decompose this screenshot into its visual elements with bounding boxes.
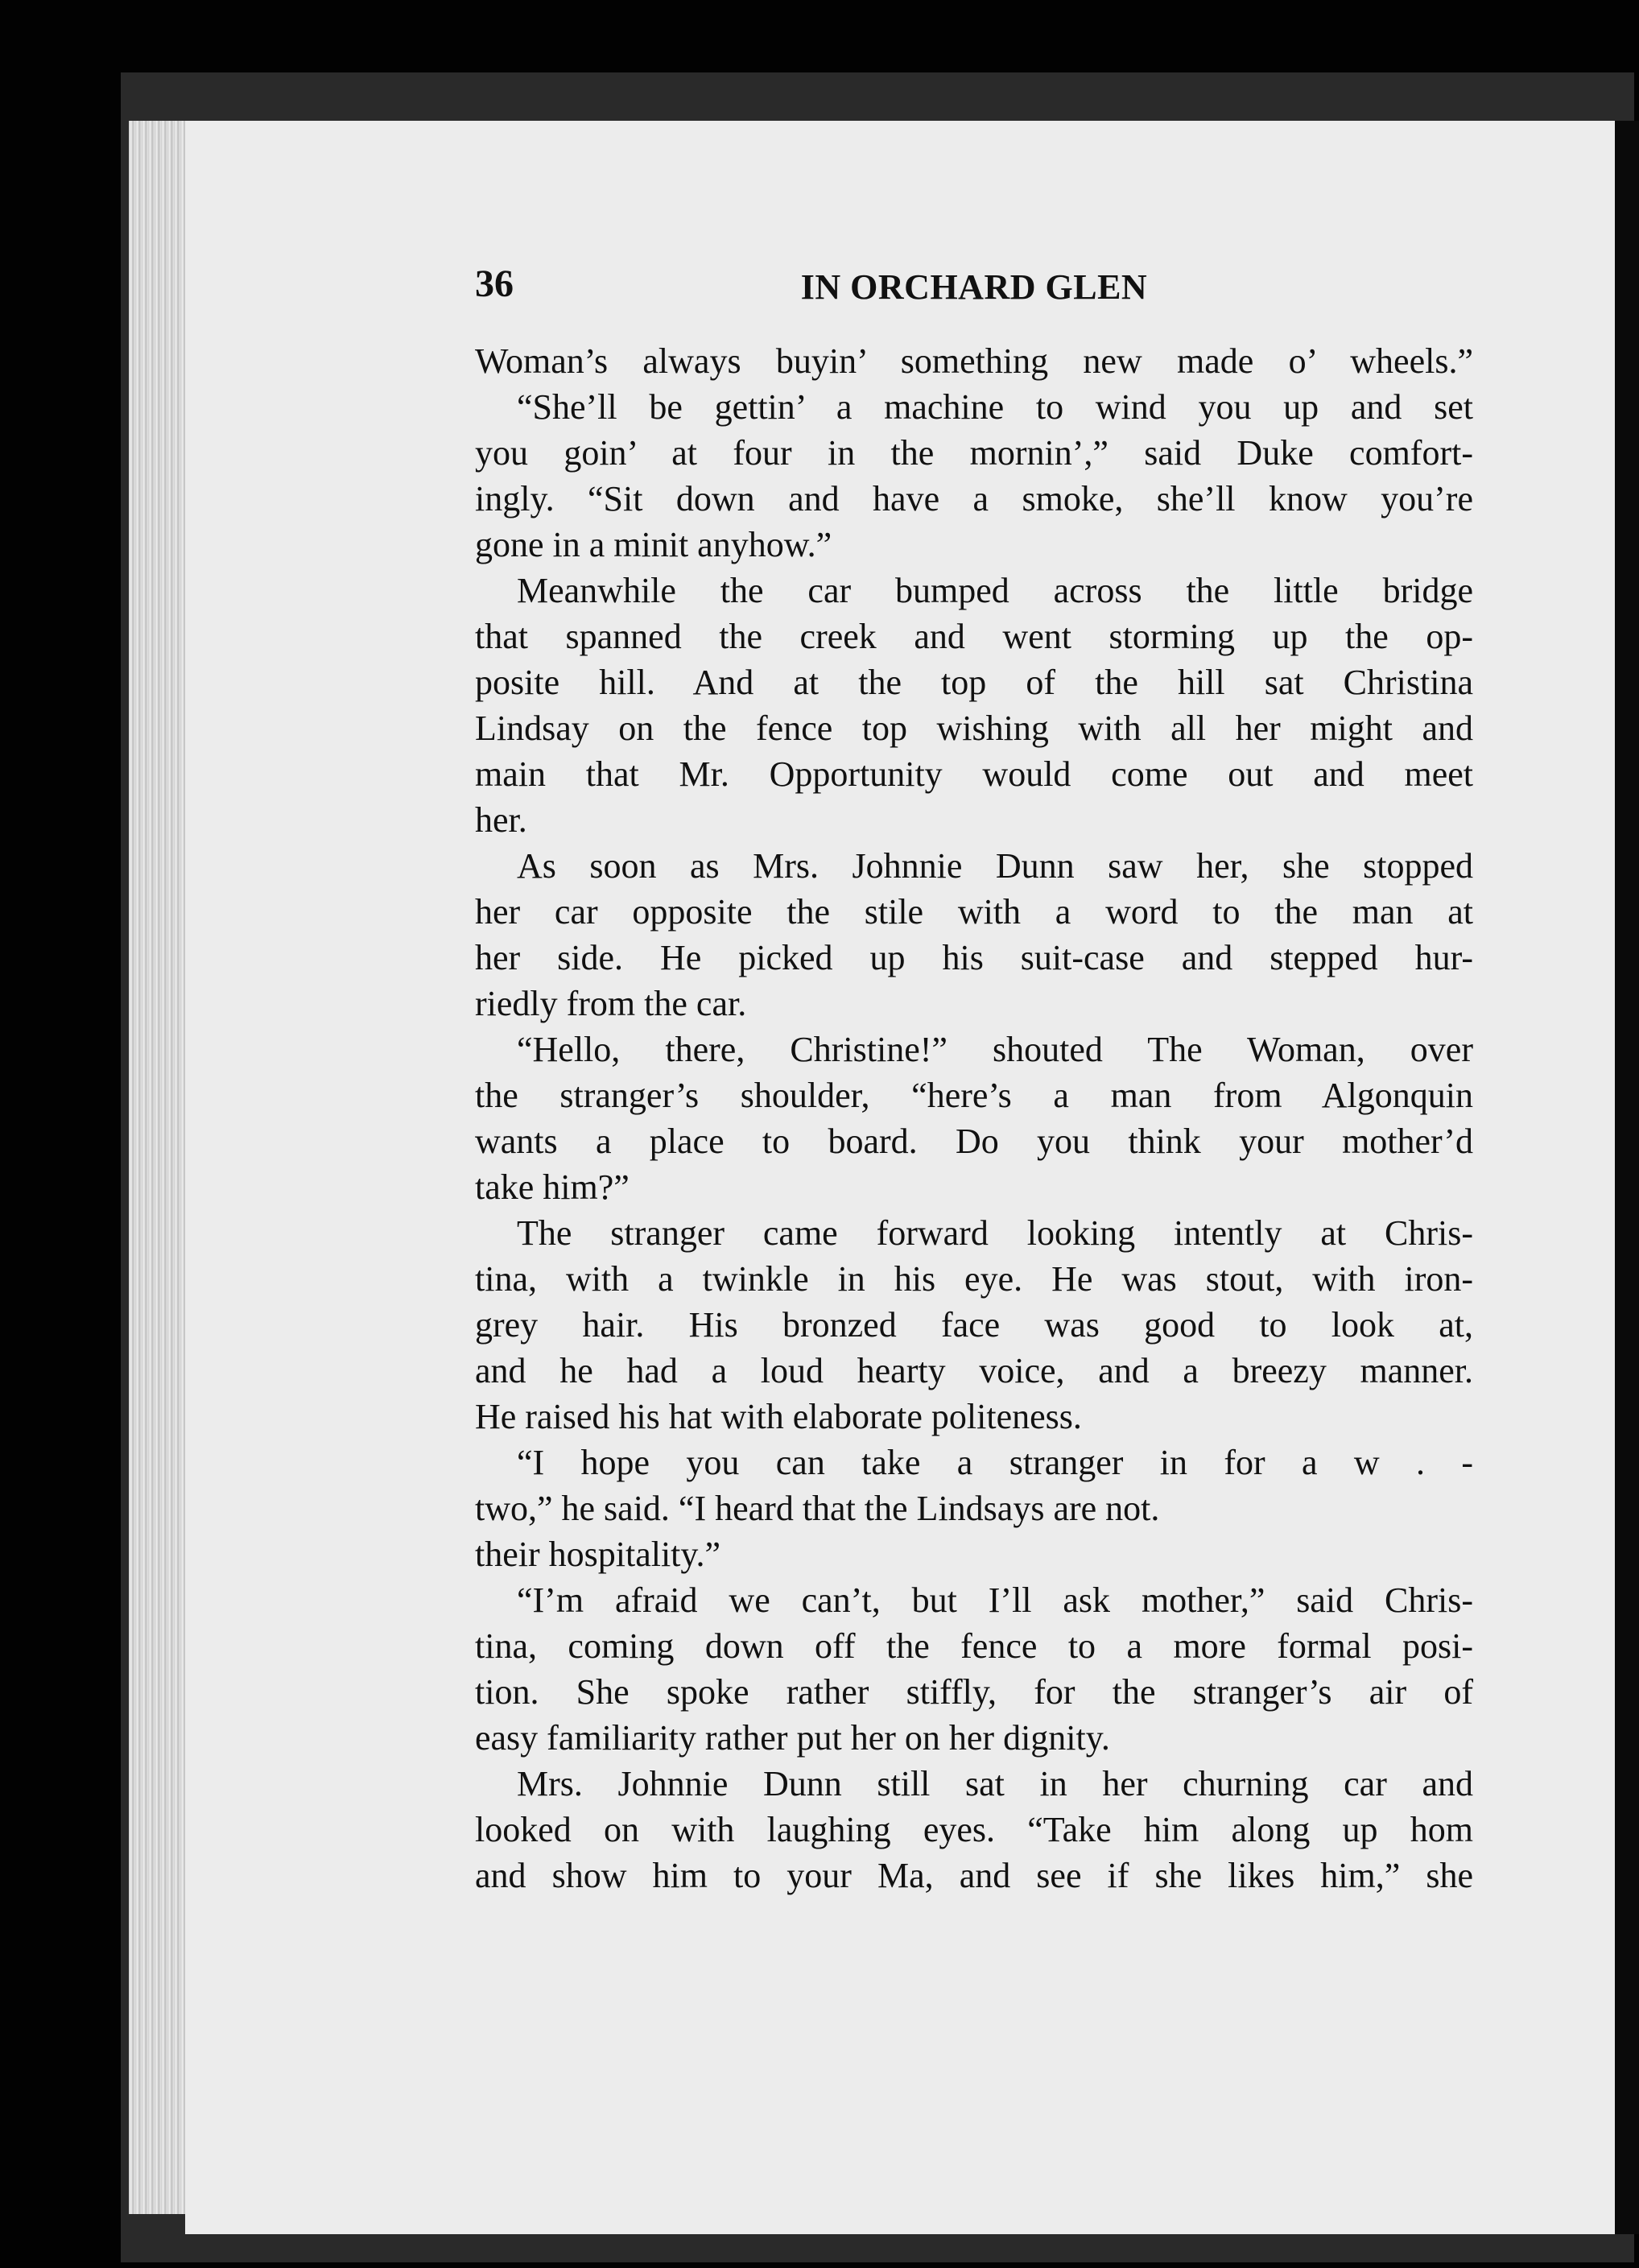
text-line: tina, coming down off the fence to a more formal posi- <box>475 1626 1473 1666</box>
page-header <box>475 262 1473 326</box>
text-line: “I hope you can take a stranger in for a w . - <box>517 1443 1473 1482</box>
text-line: her side. He picked up his suit-case and stepped hur- <box>475 938 1473 977</box>
text-line: gone in a minit anyhow.” <box>475 525 832 564</box>
text-line: He raised his hat with elaborate politeness. <box>475 1397 1082 1436</box>
text-line: tina, with a twinkle in his eye. He was stout, with iron- <box>475 1259 1473 1299</box>
text-line: looked on with laughing eyes. “Take him along up hom <box>475 1810 1473 1849</box>
text-line: grey hair. His bronzed face was good to look at, <box>475 1305 1473 1345</box>
text-line: the stranger’s shoulder, “here’s a man from Algonquin <box>475 1076 1473 1115</box>
text-line: and he had a loud hearty voice, and a breezy manner. <box>475 1351 1473 1390</box>
text-line: riedly from the car. <box>475 984 747 1023</box>
text-line: ingly. “Sit down and have a smoke, she’ll know you’re <box>475 479 1473 518</box>
text-line: “I’m afraid we can’t, but I’ll ask mother,” said Chris- <box>517 1580 1473 1620</box>
text-line: Lindsay on the fence top wishing with all her might and <box>475 708 1473 748</box>
text-line: Woman’s always buyin’ something new made o’ wheels.” <box>475 341 1473 381</box>
text-line: take him?” <box>475 1167 630 1207</box>
body-text <box>475 338 1473 1898</box>
text-line: two,” he said. “I heard that the Lindsays are not. <box>475 1489 1160 1528</box>
text-line: their hospitality.” <box>475 1535 721 1574</box>
text-line: that spanned the creek and went storming up the op- <box>475 617 1473 656</box>
text-line: easy familiarity rather put her on her dignity. <box>475 1718 1110 1758</box>
text-line: tion. She spoke rather stiffly, for the stranger’s air of <box>475 1672 1473 1712</box>
text-line: The stranger came forward looking intently at Chris- <box>517 1213 1473 1253</box>
text-line: you goin’ at four in the mornin’,” said Duke comfort- <box>475 433 1473 473</box>
text-line: main that Mr. Opportunity would come out and meet <box>475 754 1473 794</box>
text-line: “Hello, there, Christine!” shouted The Woman, over <box>517 1030 1473 1069</box>
page-number: 36 <box>475 262 514 305</box>
scan-border <box>1615 121 1639 2234</box>
text-line: “She’ll be gettin’ a machine to wind you up and set <box>517 387 1473 427</box>
text-line: Meanwhile the car bumped across the little bridge <box>517 571 1473 610</box>
text-line: wants a place to board. Do you think your mother’d <box>475 1122 1473 1161</box>
text-line: Mrs. Johnnie Dunn still sat in her churning car and <box>517 1764 1473 1803</box>
text-line: her car opposite the stile with a word to the man at <box>475 892 1473 932</box>
running-title: IN ORCHARD GLEN <box>800 267 1148 307</box>
text-line: her. <box>475 800 527 840</box>
text-line: As soon as Mrs. Johnnie Dunn saw her, she stopped <box>517 846 1473 886</box>
text-line: and show him to your Ma, and see if she likes him,” she <box>475 1856 1473 1895</box>
text-line: posite hill. And at the top of the hill sat Christina <box>475 663 1473 702</box>
